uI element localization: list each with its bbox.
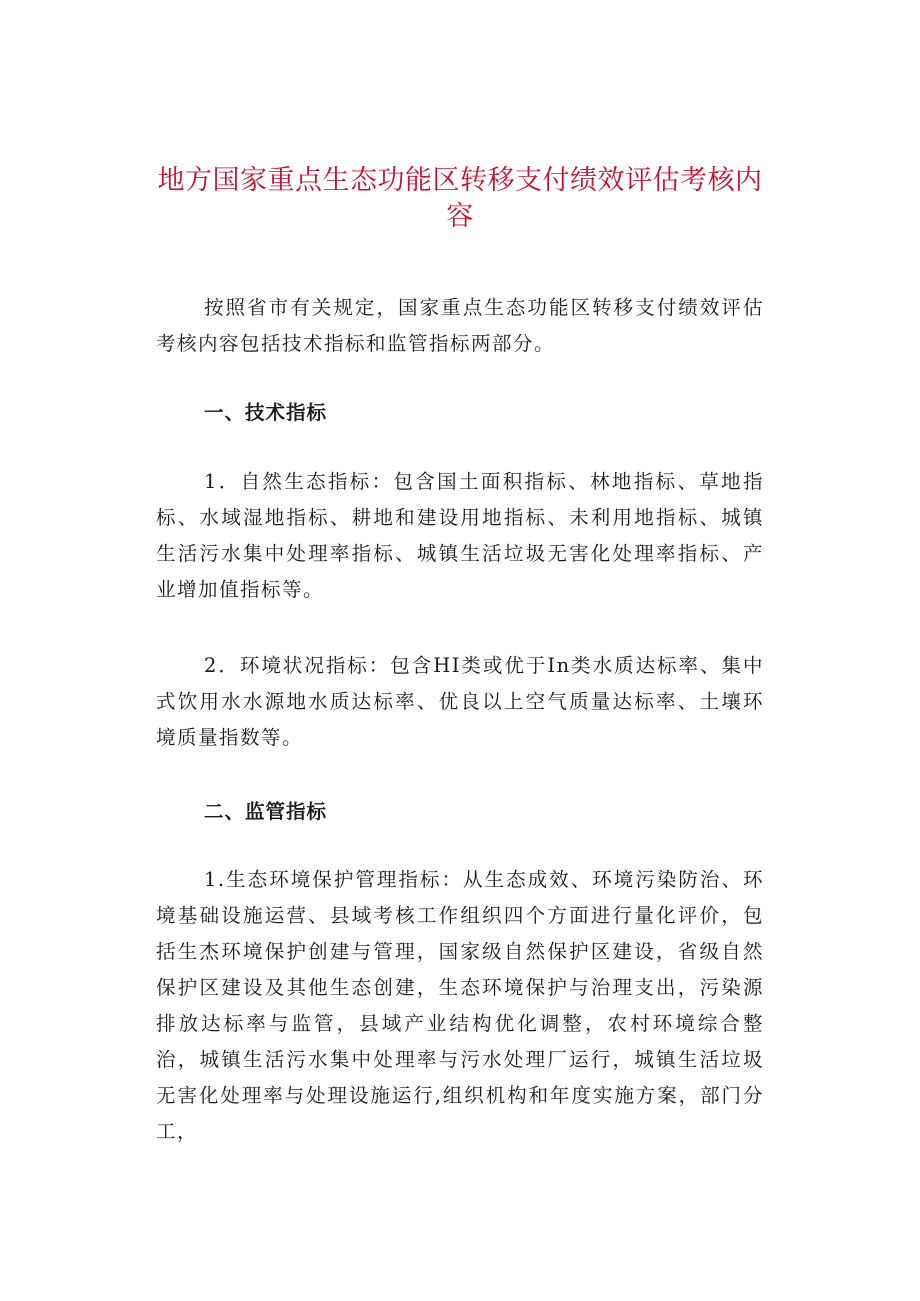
section-heading-supervision: 二、监管指标: [204, 800, 328, 823]
intro-paragraph: 按照省市有关规定，国家重点生态功能区转移支付绩效评估考核内容包括技术指标和监管指标两部分。: [156, 296, 764, 355]
section-heading-technical: 一、技术指标: [204, 401, 328, 424]
paragraph-environment-status: 2．环境状况指标：包含HI类或优于In类水质达标率、集中式饮用水水源地水质达标率、优良以上空气质量达标率、土壤环境质量指数等。: [156, 654, 764, 749]
paragraph-natural-ecology: 1．自然生态指标：包含国土面积指标、林地指标、草地指标、水域湿地指标、耕地和建设用地指标、未利用地指标、城镇生活污水集中处理率指标、城镇生活垃圾无害化处理率指标、产业增加值指标等。: [156, 470, 764, 601]
document-title: 地方国家重点生态功能区转移支付绩效评估考核内容: [157, 165, 763, 232]
paragraph-protection-management: 1.生态环境保护管理指标：从生态成效、环境污染防治、环境基础设施运营、县域考核工作组织四个方面进行量化评价，包括生杰环境保护创建与管理，国家级自然保护区建设，省级自然保护区建设及其他生态创建，生态环境保护与治理支出，污染源排放达标率与监管，县域产业结构优化调整，农村环境综合整治，城镇生活污水集中处理率与污水处理厂运行，城镇生活垃圾无害化处理率与处理设施运行,组织机构和年度实施方案，部门分工，: [156, 868, 764, 1143]
